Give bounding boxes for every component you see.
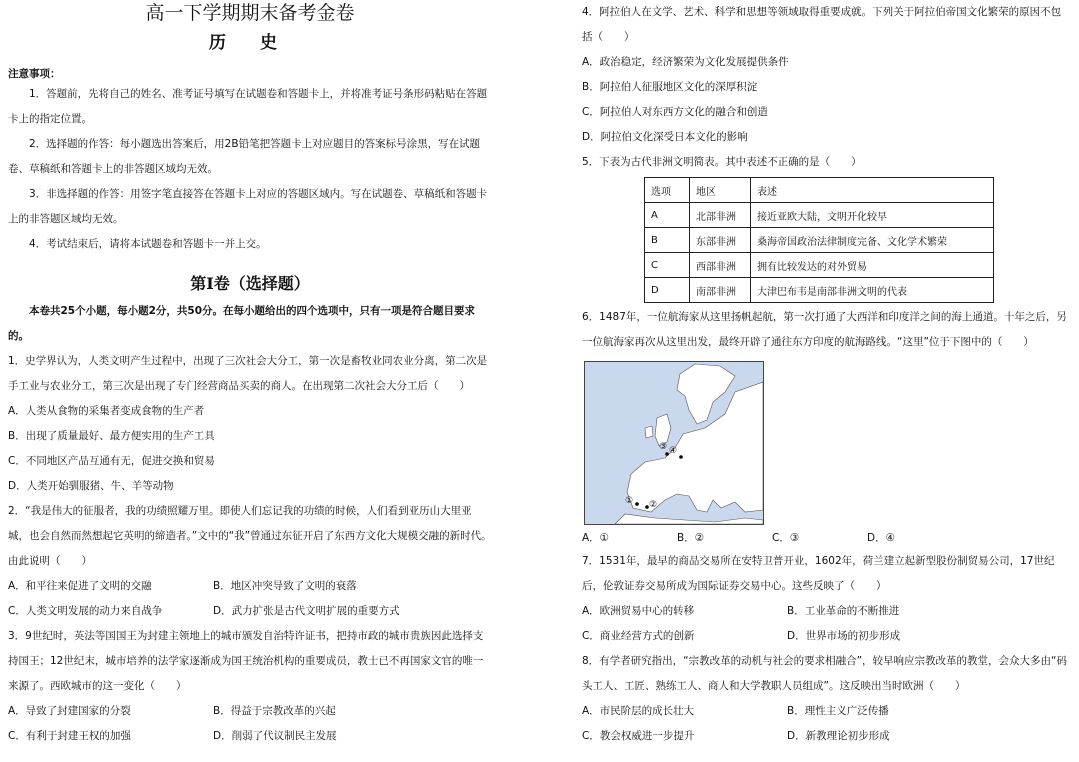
table-cell: 南部非洲	[690, 278, 751, 303]
table-cell: B	[645, 228, 690, 253]
q3-option-c[interactable]: C．有利于封建王权的加强	[8, 730, 131, 742]
map-label-1: ①	[625, 496, 634, 506]
notice-heading: 注意事项：	[8, 68, 61, 80]
subject-title: 历 史	[209, 33, 291, 53]
q2-option-b[interactable]: B．地区冲突导致了文明的衰落	[213, 580, 357, 592]
q3-option-d[interactable]: D．削弱了代议制民主发展	[213, 730, 337, 742]
map-label-2: ②	[649, 500, 658, 510]
q2-option-c[interactable]: C．人类文明发展的动力来自战争	[8, 605, 163, 617]
table-header-cell: 地区	[690, 178, 751, 203]
table-header-cell: 选项	[645, 178, 690, 203]
q7-option-a[interactable]: A．欧洲贸易中心的转移	[582, 605, 695, 617]
q8-option-d[interactable]: D．新教理论初步形成	[787, 730, 890, 742]
q1-option-d[interactable]: D．人类开始驯服猪、牛、羊等动物	[8, 480, 174, 492]
table-row	[645, 203, 994, 228]
table-header-cell: 表述	[751, 178, 994, 203]
q3-option-a[interactable]: A．导致了封建国家的分裂	[8, 705, 131, 717]
question-5-stem: 5．下表为古代非洲文明简表。其中表述不正确的是（ ）	[582, 156, 862, 168]
q7-options-row-1	[582, 599, 1068, 624]
q1-option-a[interactable]: A．人类从食物的采集者变成食物的生产者	[8, 405, 205, 417]
europe-map	[584, 361, 764, 525]
q7-options-row-2	[582, 624, 1068, 649]
table-cell: 北部非洲	[690, 203, 751, 228]
q3-option-b[interactable]: B．得益于宗教改革的兴起	[213, 705, 336, 717]
table-cell: 东部非洲	[690, 228, 751, 253]
q7-option-c[interactable]: C．商业经营方式的创新	[582, 630, 695, 642]
q8-option-b[interactable]: B．理性主义广泛传播	[787, 705, 889, 717]
q4-option-c[interactable]: C．阿拉伯人对东西方文化的融合和创造	[582, 106, 768, 118]
question-2-stem: 2．“我是伟大的征服者，我的功绩照耀万里。即使人们忘记我的功绩的时候，人们看到亚历山大里亚城，也会自然而然想起它英明的缔造者。”文中的“我”曾通过东征开启了东西方文化大规模交融的新时代。由此说明（ ）	[8, 505, 492, 567]
table-cell: 西部非洲	[690, 253, 751, 278]
table-cell: C	[645, 253, 690, 278]
table-cell: 桑海帝国政治法律制度完备、文化学术繁荣	[751, 228, 994, 253]
q2-options-row-1	[8, 574, 492, 599]
q3-options-row-2	[8, 724, 492, 749]
map-label-3: ③	[659, 442, 668, 452]
table-cell: 接近亚欧大陆，文明开化较早	[751, 203, 994, 228]
q2-option-d[interactable]: D．武力扩张是古代文明扩展的重要方式	[213, 605, 400, 617]
question-7-stem: 7．1531年，最早的商品交易所在安特卫普开业，1602年，荷兰建立起新型股份制贸易公司，17世纪后，伦敦证券交易所成为国际证券交易中心。这些反映了（ ）	[582, 555, 1055, 592]
table-row	[645, 228, 994, 253]
q3-options-row-1	[8, 699, 492, 724]
table-row	[645, 278, 994, 303]
question-3-stem: 3．9世纪时，英法等国国王为封建主领地上的城市颁发自治特许证书，把持市政的城市贵族因此选择支持国王；12世纪末，城市培养的法学家逐渐成为国王统治机构的重要成员，教士已不再国家文官的唯一来源了。西欧城市的这一变化（ ）	[8, 630, 484, 692]
q6-option-a[interactable]: A．①	[582, 532, 610, 544]
left-column	[8, 0, 492, 749]
q4-option-b[interactable]: B．阿拉伯人征服地区文化的深厚积淀	[582, 81, 758, 93]
q4-option-d[interactable]: D．阿拉伯文化深受日本文化的影响	[582, 131, 748, 143]
q4-option-a[interactable]: A．政治稳定，经济繁荣为文化发展提供条件	[582, 56, 789, 68]
q8-options-row-2	[582, 724, 1068, 749]
notice-4: 4．考试结束后，请将本试题卷和答题卡一并上交。	[29, 238, 267, 250]
africa-civilization-table	[644, 177, 994, 303]
notice-3: 3．非选择题的作答：用签字笔直接答在答题卡上对应的答题区域内。写在试题卷、草稿纸和答题卡上的非答题区域均无效。	[8, 188, 488, 225]
question-4-stem: 4．阿拉伯人在文学、艺术、科学和思想等领域取得重要成就。下列关于阿拉伯帝国文化繁荣的原因不包括（ ）	[582, 6, 1062, 43]
section-title: 第Ⅰ卷（选择题）	[190, 274, 310, 293]
q6-options	[582, 527, 1068, 549]
q7-option-b[interactable]: B．工业革命的不断推进	[787, 605, 900, 617]
q8-options-row-1	[582, 699, 1068, 724]
table-header-row	[645, 178, 994, 203]
question-6-stem: 6．1487年，一位航海家从这里扬帆起航，第一次打通了大西洋和印度洋之间的海上通道。十年之后，另一位航海家再次从这里出发，最终开辟了通往东方印度的航海路线。“这里”位于下图中的（ ）	[582, 311, 1067, 348]
q2-options-row-2	[8, 599, 492, 624]
table-cell: D	[645, 278, 690, 303]
q6-option-b[interactable]: B．②	[677, 532, 705, 544]
exam-title: 高一下学期期末备考金卷	[145, 2, 355, 24]
right-column	[582, 0, 1068, 749]
europe-map-icon	[585, 362, 763, 524]
question-1-stem: 1．史学界认为，人类文明产生过程中，出现了三次社会大分工，第一次是畜牧业同农业分离，第二次是手工业与农业分工，第三次是出现了专门经营商品买卖的商人。在出现第二次社会大分工后（ ）	[8, 355, 488, 392]
map-label-4: ④	[669, 446, 678, 456]
table-cell: 大津巴布韦是南部非洲文明的代表	[751, 278, 994, 303]
q1-option-b[interactable]: B．出现了质量最好、最方便实用的生产工具	[8, 430, 215, 442]
notice-1: 1．答题前，先将自己的姓名、准考证号填写在试题卷和答题卡上，并将准考证号条形码粘贴在答题卡上的指定位置。	[8, 88, 488, 125]
q2-option-a[interactable]: A．和平往来促进了文明的交融	[8, 580, 152, 592]
section-description: 本卷共25个小题，每小题2分，共50分。在每小题给出的四个选项中，只有一项是符合题目要求的。	[8, 305, 476, 342]
q7-option-d[interactable]: D．世界市场的初步形成	[787, 630, 901, 642]
q8-option-a[interactable]: A．市民阶层的成长壮大	[582, 705, 695, 717]
q6-option-c[interactable]: C．③	[772, 532, 800, 544]
notice-2: 2．选择题的作答：每小题选出答案后，用2B铅笔把答题卡上对应题目的答案标号涂黑，写在试题卷、草稿纸和答题卡上的非答题区域均无效。	[8, 138, 481, 175]
table-cell: 拥有比较发达的对外贸易	[751, 253, 994, 278]
q1-option-c[interactable]: C．不同地区产品互通有无，促进交换和贸易	[8, 455, 215, 467]
table-cell: A	[645, 203, 690, 228]
q8-option-c[interactable]: C．教会权威进一步提升	[582, 730, 695, 742]
question-8-stem: 8．有学者研究指出，“宗教改革的动机与社会的要求相融合”，较早响应宗教改革的教堂，会众大多由“码头工人、工匠、熟练工人、商人和大学教职人员组成”。这反映出当时欧洲（ ）	[582, 655, 1067, 692]
q6-option-d[interactable]: D．④	[867, 532, 895, 544]
table-row	[645, 253, 994, 278]
